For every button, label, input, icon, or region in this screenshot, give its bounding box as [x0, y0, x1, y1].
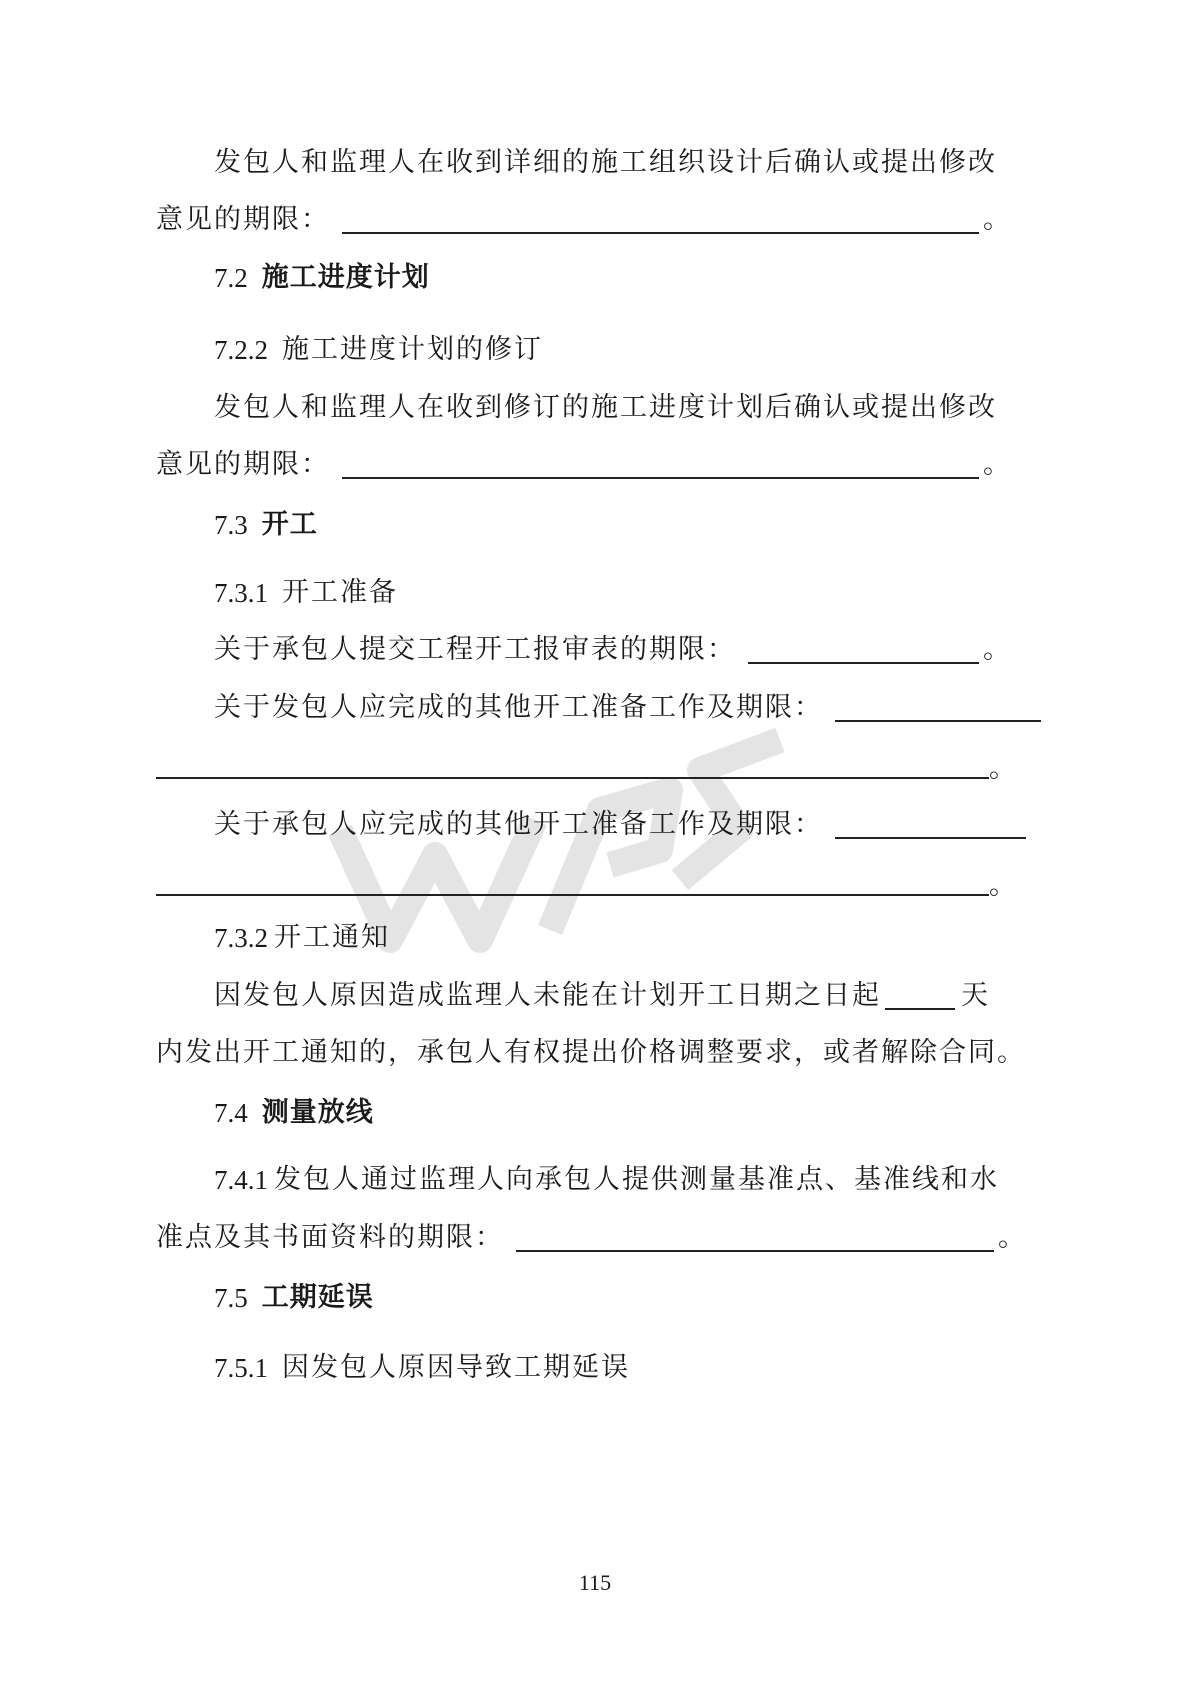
continuation-blank-line: 。	[156, 862, 1016, 902]
fill-in-blank[interactable]	[156, 864, 989, 896]
subsection-7-5-1: 7.5.1 因发包人原因导致工期延误	[214, 1352, 630, 1383]
fill-in-blank[interactable]	[516, 1220, 994, 1252]
fill-in-blank[interactable]	[156, 747, 989, 779]
section-heading-7-2: 7.2 施工进度计划	[214, 262, 430, 293]
fill-in-blank[interactable]	[342, 202, 979, 234]
paragraph-line: 发包人和监理人在收到详细的施工组织设计后确认或提出修改	[214, 147, 997, 178]
fill-in-blank[interactable]	[835, 807, 1026, 839]
continuation-blank-line: 。	[156, 745, 1016, 785]
paragraph-line: 关于承包人应完成的其他开工准备工作及期限：	[214, 805, 1030, 845]
paragraph-line: 意见的期限： 。	[156, 449, 1010, 480]
subsection-7-3-1: 7.3.1 开工准备	[214, 577, 398, 608]
section-heading-7-3: 7.3 开工	[214, 509, 318, 540]
paragraph-line: 发包人和监理人在收到修订的施工进度计划后确认或提出修改	[214, 392, 997, 423]
days-blank[interactable]	[885, 978, 955, 1010]
section-heading-7-5: 7.5 工期延误	[214, 1282, 374, 1313]
paragraph-line: 关于承包人提交工程开工报审表的期限： 。	[214, 634, 1010, 665]
fill-in-blank[interactable]	[835, 690, 1041, 722]
paragraph-line: 7.4.1 发包人通过监理人向承包人提供测量基准点、基准线和水	[214, 1164, 999, 1195]
paragraph-line: 意见的期限： 。	[156, 204, 1010, 235]
fill-in-blank[interactable]	[342, 447, 979, 479]
paragraph-line: 准点及其书面资料的期限： 。	[156, 1222, 1025, 1253]
paragraph-line: 内发出开工通知的，承包人有权提出价格调整要求，或者解除合同。	[156, 1037, 1026, 1068]
subsection-7-2-2: 7.2.2 施工进度计划的修订	[214, 334, 543, 365]
fill-in-blank[interactable]	[748, 632, 979, 664]
page-number: 115	[578, 1570, 612, 1595]
section-heading-7-4: 7.4 测量放线	[214, 1097, 374, 1128]
subsection-7-3-2: 7.3.2 开工通知	[214, 922, 390, 953]
paragraph-line: 因发包人原因造成监理人未能在计划开工日期之日起 天	[214, 980, 990, 1011]
paragraph-line: 关于发包人应完成的其他开工准备工作及期限：	[214, 688, 1045, 728]
